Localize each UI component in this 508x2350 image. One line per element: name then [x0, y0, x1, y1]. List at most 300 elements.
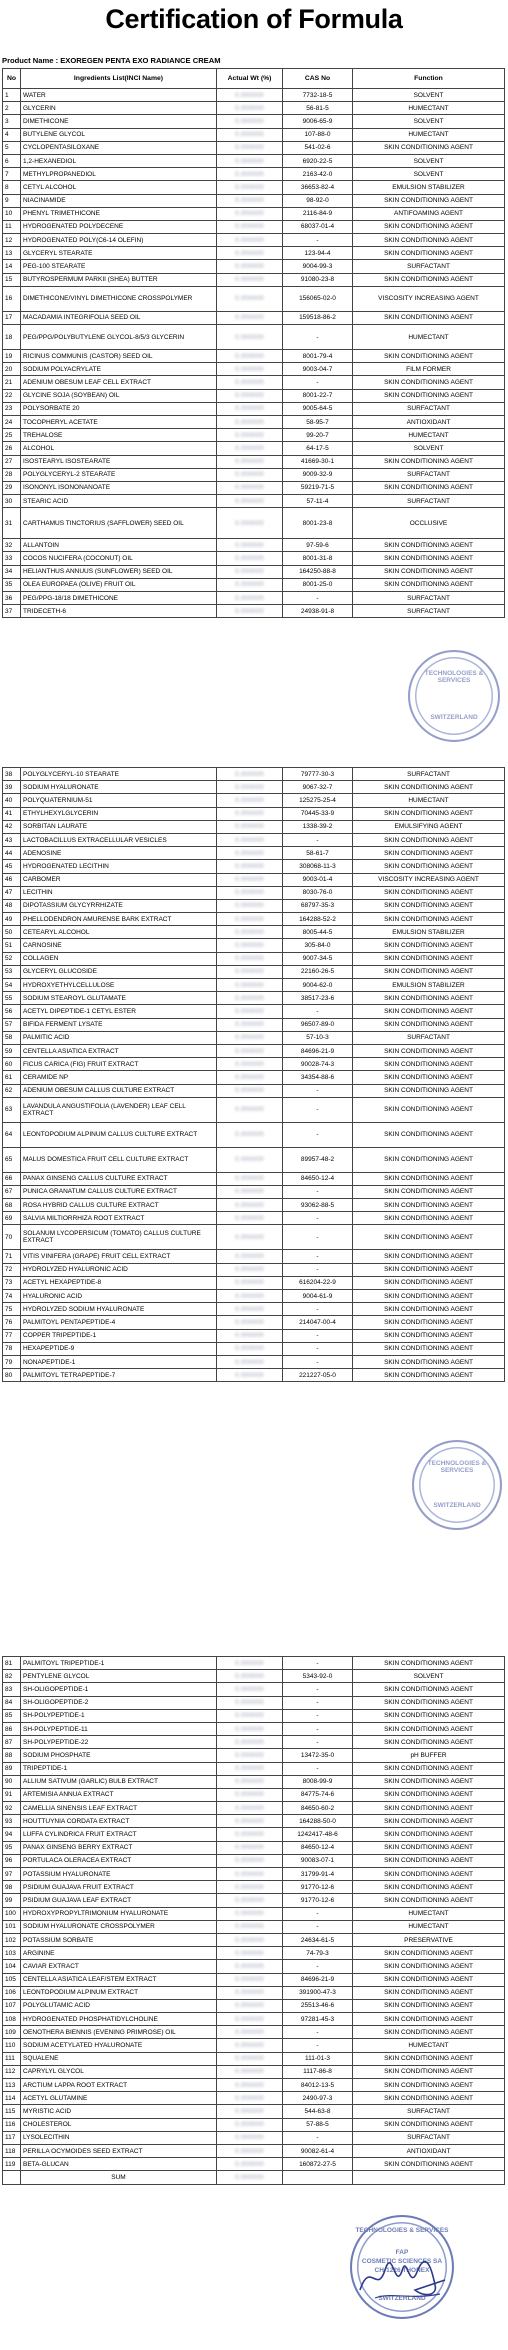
table-row	[3, 442, 505, 455]
masked-weight: 0.000000	[235, 1725, 264, 1733]
actual-wt	[217, 2065, 283, 2078]
cas-number: 97-59-6	[283, 539, 353, 552]
row-number: 96	[3, 1854, 21, 1867]
function: OCCLUSIVE	[353, 508, 505, 539]
actual-wt	[217, 979, 283, 992]
cas-number: 24938-91-8	[283, 605, 353, 618]
function: SKIN CONDITIONING AGENT	[353, 1276, 505, 1289]
formula-table-page-2	[2, 767, 505, 1382]
actual-wt	[217, 1802, 283, 1815]
ingredient-name: LEONTOPODIUM ALPINUM EXTRACT	[21, 1986, 217, 1999]
row-number: 7	[3, 168, 21, 181]
actual-wt	[217, 1303, 283, 1316]
table-row	[3, 565, 505, 578]
row-number: 34	[3, 565, 21, 578]
stamp-country-text: SWITZERLAND	[378, 2295, 426, 2302]
ingredient-name: SALVIA MILTIORRHIZA ROOT EXTRACT	[21, 1212, 217, 1225]
actual-wt	[217, 1683, 283, 1696]
function: SKIN CONDITIONING AGENT	[353, 194, 505, 207]
table-row	[3, 468, 505, 481]
table-row	[3, 102, 505, 115]
ingredient-name: GLYCERIN	[21, 102, 217, 115]
ingredient-name: COLLAGEN	[21, 952, 217, 965]
ingredient-name: LECITHIN	[21, 886, 217, 899]
row-number: 56	[3, 1005, 21, 1018]
ingredient-name: SH-POLYPEPTIDE-22	[21, 1736, 217, 1749]
masked-weight: 0.000000	[235, 1007, 264, 1015]
row-number: 45	[3, 860, 21, 873]
cas-number: 56-81-5	[283, 102, 353, 115]
actual-wt	[217, 273, 283, 286]
cas-number: -	[283, 833, 353, 846]
actual-wt	[217, 1933, 283, 1946]
table-row	[3, 2052, 505, 2065]
function: SKIN CONDITIONING AGENT	[353, 1044, 505, 1057]
function: SKIN CONDITIONING AGENT	[353, 311, 505, 324]
cas-number: 36653-82-4	[283, 181, 353, 194]
table-row	[3, 1947, 505, 1960]
ingredient-name: HYDROGENATED PHOSPHATIDYLCHOLINE	[21, 2013, 217, 2026]
row-number: 23	[3, 402, 21, 415]
cas-number: 2163-42-0	[283, 168, 353, 181]
actual-wt	[217, 1225, 283, 1250]
masked-weight: 0.000000	[235, 183, 264, 191]
table-row	[3, 1122, 505, 1147]
function: SKIN CONDITIONING AGENT	[353, 247, 505, 260]
masked-weight: 0.000000	[235, 836, 264, 844]
row-number: 43	[3, 833, 21, 846]
ingredient-name: SODIUM HYALURONATE	[21, 781, 217, 794]
row-number: 6	[3, 154, 21, 167]
masked-weight: 0.000000	[235, 210, 264, 218]
ingredient-name: SODIUM HYALURONATE CROSSPOLYMER	[21, 1920, 217, 1933]
ingredient-name: HYDROLYZED SODIUM HYALURONATE	[21, 1303, 217, 1316]
ingredient-name: CARTHAMUS TINCTORIUS (SAFFLOWER) SEED OIL	[21, 508, 217, 539]
cas-number: -	[283, 1097, 353, 1122]
cas-number: 57-11-4	[283, 495, 353, 508]
row-number: 75	[3, 1303, 21, 1316]
table-row	[3, 592, 505, 605]
function: SKIN CONDITIONING AGENT	[353, 1199, 505, 1212]
table-row	[3, 1841, 505, 1854]
row-number: 97	[3, 1868, 21, 1881]
actual-wt	[217, 260, 283, 273]
actual-wt	[217, 592, 283, 605]
row-number: 8	[3, 181, 21, 194]
cas-number: 164288-52-2	[283, 913, 353, 926]
stamp-company-text: TECHNOLOGIES & SERVICES	[427, 1460, 487, 1474]
actual-wt	[217, 952, 283, 965]
function: SURFACTANT	[353, 768, 505, 781]
actual-wt	[217, 389, 283, 402]
row-number: 111	[3, 2052, 21, 2065]
row-number: 83	[3, 1683, 21, 1696]
cas-number: 8030-76-0	[283, 886, 353, 899]
row-number: 76	[3, 1316, 21, 1329]
actual-wt	[217, 1172, 283, 1185]
function: SOLVENT	[353, 1670, 505, 1683]
function: SKIN CONDITIONING AGENT	[353, 1147, 505, 1172]
actual-wt	[217, 1071, 283, 1084]
actual-wt	[217, 1749, 283, 1762]
ingredient-name: LACTOBACILLUS EXTRACELLULAR VESICLES	[21, 833, 217, 846]
table-row	[3, 1058, 505, 1071]
cas-number: 125275-25-4	[283, 794, 353, 807]
ingredient-name: CETEARYL ALCOHOL	[21, 926, 217, 939]
table-row	[3, 939, 505, 952]
function: SKIN CONDITIONING AGENT	[353, 455, 505, 468]
row-number: 77	[3, 1329, 21, 1342]
function: SURFACTANT	[353, 605, 505, 618]
function: SURFACTANT	[353, 2131, 505, 2144]
table-row	[3, 1172, 505, 1185]
row-number: 61	[3, 1071, 21, 1084]
table-row	[3, 415, 505, 428]
cas-number: 8008-99-9	[283, 1775, 353, 1788]
row-number: 32	[3, 539, 21, 552]
actual-wt	[217, 363, 283, 376]
actual-wt	[217, 1084, 283, 1097]
actual-wt	[217, 1044, 283, 1057]
function: SKIN CONDITIONING AGENT	[353, 1722, 505, 1735]
row-number: 12	[3, 234, 21, 247]
row-number: 46	[3, 873, 21, 886]
ingredient-name: CHOLESTEROL	[21, 2118, 217, 2131]
table-row	[3, 1709, 505, 1722]
masked-weight: 0.000000	[235, 405, 264, 413]
masked-weight: 0.000000	[235, 444, 264, 452]
row-number: 9	[3, 194, 21, 207]
row-number: 87	[3, 1736, 21, 1749]
cas-number: 58-61-7	[283, 847, 353, 860]
masked-weight: 0.000000	[235, 378, 264, 386]
cas-number: 91770-12-6	[283, 1881, 353, 1894]
cas-number: -	[283, 592, 353, 605]
sum-value: 0.000000	[217, 2171, 283, 2184]
row-number: 103	[3, 1947, 21, 1960]
table-row	[3, 1960, 505, 1973]
masked-weight: 0.000000	[235, 471, 264, 479]
cas-number: 616204-22-9	[283, 1276, 353, 1289]
table-row	[3, 768, 505, 781]
cas-number: -	[283, 1657, 353, 1670]
cas-number: -	[283, 1722, 353, 1735]
table-row	[3, 1225, 505, 1250]
ingredient-name: HYDROLYZED HYALURONIC ACID	[21, 1263, 217, 1276]
table-row	[3, 168, 505, 181]
row-number: 29	[3, 481, 21, 494]
actual-wt	[217, 2026, 283, 2039]
cas-number: 99-20-7	[283, 429, 353, 442]
row-number: 19	[3, 350, 21, 363]
masked-weight: 0.000000	[235, 352, 264, 360]
function: SKIN CONDITIONING AGENT	[353, 952, 505, 965]
ingredient-name: VITIS VINIFERA (GRAPE) FRUIT CELL EXTRACT	[21, 1250, 217, 1263]
header-function: Function	[353, 69, 505, 89]
ingredient-name: POLYQUATERNIUM-51	[21, 794, 217, 807]
masked-weight: 0.000000	[235, 497, 264, 505]
function: SKIN CONDITIONING AGENT	[353, 1947, 505, 1960]
function: SKIN CONDITIONING AGENT	[353, 2079, 505, 2092]
actual-wt	[217, 1762, 283, 1775]
cas-number: -	[283, 1762, 353, 1775]
masked-weight: 0.000000	[235, 1034, 264, 1042]
actual-wt	[217, 873, 283, 886]
stamp-company-text: TECHNOLOGIES & SERVICES	[424, 670, 484, 684]
actual-wt	[217, 886, 283, 899]
ingredient-name: MALUS DOMESTICA FRUIT CELL CULTURE EXTRACT	[21, 1147, 217, 1172]
cas-number: 541-02-6	[283, 141, 353, 154]
masked-weight: 0.000000	[235, 1870, 264, 1878]
actual-wt	[217, 939, 283, 952]
row-number: 42	[3, 820, 21, 833]
row-number: 3	[3, 115, 21, 128]
cas-number: 84696-21-9	[283, 1044, 353, 1057]
function: SKIN CONDITIONING AGENT	[353, 1250, 505, 1263]
masked-weight: 0.000000	[235, 2134, 264, 2142]
masked-weight: 0.000000	[235, 1175, 264, 1183]
cas-number: 90028-74-3	[283, 1058, 353, 1071]
function: SKIN CONDITIONING AGENT	[353, 2118, 505, 2131]
ingredient-name: PEG/PPG-18/18 DIMETHICONE	[21, 592, 217, 605]
table-row	[3, 2079, 505, 2092]
cas-number: -	[283, 2026, 353, 2039]
table-row	[3, 952, 505, 965]
masked-weight: 0.000000	[235, 1073, 264, 1081]
cas-number: 9004-61-9	[283, 1290, 353, 1303]
table-row	[3, 115, 505, 128]
ingredient-name: POLYGLYCERYL-10 STEARATE	[21, 768, 217, 781]
ingredient-name: TREHALOSE	[21, 429, 217, 442]
ingredient-name: CETYL ALCOHOL	[21, 181, 217, 194]
company-stamp-1	[408, 650, 500, 742]
table-row	[3, 873, 505, 886]
table-row	[3, 1907, 505, 1920]
function: SKIN CONDITIONING AGENT	[353, 1815, 505, 1828]
table-row	[3, 552, 505, 565]
cas-number: 164250-88-8	[283, 565, 353, 578]
table-row	[3, 2026, 505, 2039]
table-row	[3, 2158, 505, 2171]
row-number: 114	[3, 2092, 21, 2105]
ingredient-name: CAVIAR EXTRACT	[21, 1960, 217, 1973]
function: SKIN CONDITIONING AGENT	[353, 1841, 505, 1854]
cas-number: 107-88-0	[283, 128, 353, 141]
masked-weight: 0.000000	[235, 1021, 264, 1029]
actual-wt	[217, 1999, 283, 2012]
function: SURFACTANT	[353, 1031, 505, 1044]
ingredient-name: POLYSORBATE 20	[21, 402, 217, 415]
masked-weight: 0.000000	[235, 2028, 264, 2036]
masked-weight: 0.000000	[235, 849, 264, 857]
function: SKIN CONDITIONING AGENT	[353, 1775, 505, 1788]
actual-wt	[217, 1212, 283, 1225]
cas-number: -	[283, 1920, 353, 1933]
table-row	[3, 1828, 505, 1841]
actual-wt	[217, 234, 283, 247]
row-number: 86	[3, 1722, 21, 1735]
cas-number: 391900-47-3	[283, 1986, 353, 1999]
function: ANTIFOAMING AGENT	[353, 207, 505, 220]
header-no: No	[3, 69, 21, 89]
row-number: 40	[3, 794, 21, 807]
row-number: 104	[3, 1960, 21, 1973]
actual-wt	[217, 2131, 283, 2144]
function: SKIN CONDITIONING AGENT	[353, 1172, 505, 1185]
actual-wt	[217, 1960, 283, 1973]
table-row	[3, 1881, 505, 1894]
table-row	[3, 1185, 505, 1198]
actual-wt	[217, 429, 283, 442]
cas-number: -	[283, 1709, 353, 1722]
cas-number: 8005-44-5	[283, 926, 353, 939]
masked-weight: 0.000000	[235, 263, 264, 271]
cas-number: -	[283, 2131, 353, 2144]
cas-number: 96507-89-0	[283, 1018, 353, 1031]
function: SKIN CONDITIONING AGENT	[353, 1018, 505, 1031]
actual-wt	[217, 102, 283, 115]
function: SKIN CONDITIONING AGENT	[353, 2158, 505, 2171]
table-row	[3, 2118, 505, 2131]
company-stamp-2	[412, 1440, 502, 1530]
function: HUMECTANT	[353, 102, 505, 115]
table-row	[3, 1868, 505, 1881]
function: HUMECTANT	[353, 429, 505, 442]
cas-number: 8001-22-7	[283, 389, 353, 402]
row-number: 60	[3, 1058, 21, 1071]
function: SKIN CONDITIONING AGENT	[353, 1303, 505, 1316]
masked-weight: 0.000000	[235, 1817, 264, 1825]
row-number: 62	[3, 1084, 21, 1097]
masked-weight: 0.000000	[235, 902, 264, 910]
table-row	[3, 965, 505, 978]
table-row	[3, 128, 505, 141]
actual-wt	[217, 913, 283, 926]
row-number: 74	[3, 1290, 21, 1303]
function: SKIN CONDITIONING AGENT	[353, 807, 505, 820]
actual-wt	[217, 1986, 283, 1999]
masked-weight: 0.000000	[235, 1156, 264, 1164]
row-number: 27	[3, 455, 21, 468]
table-row	[3, 389, 505, 402]
row-number: 58	[3, 1031, 21, 1044]
masked-weight: 0.000000	[235, 810, 264, 818]
cas-number: 84650-12-4	[283, 1172, 353, 1185]
cas-number: 7732-18-5	[283, 89, 353, 102]
actual-wt	[217, 794, 283, 807]
actual-wt	[217, 495, 283, 508]
ingredient-name: NONAPEPTIDE-1	[21, 1355, 217, 1368]
ingredient-name: ALLIUM SATIVUM (GARLIC) BULB EXTRACT	[21, 1775, 217, 1788]
masked-weight: 0.000000	[235, 1976, 264, 1984]
cas-number: 70445-33-9	[283, 807, 353, 820]
table-row	[3, 913, 505, 926]
masked-weight: 0.000000	[235, 796, 264, 804]
actual-wt	[217, 605, 283, 618]
ingredient-name: SQUALENE	[21, 2052, 217, 2065]
header-cas: CAS No	[283, 69, 353, 89]
row-number: 95	[3, 1841, 21, 1854]
table-row	[3, 2144, 505, 2157]
masked-weight: 0.000000	[235, 942, 264, 950]
ingredient-name: SODIUM POLYACRYLATE	[21, 363, 217, 376]
cas-number: -	[283, 2039, 353, 2052]
masked-weight: 0.000000	[235, 2121, 264, 2129]
masked-weight: 0.000000	[235, 519, 264, 527]
row-number: 33	[3, 552, 21, 565]
ingredient-name: PANAX GINSENG BERRY EXTRACT	[21, 1841, 217, 1854]
row-number: 79	[3, 1355, 21, 1368]
cas-number: 84775-74-6	[283, 1788, 353, 1801]
table-row	[3, 886, 505, 899]
row-number: 101	[3, 1920, 21, 1933]
cas-number: 159518-86-2	[283, 311, 353, 324]
ingredient-name: STEARIC ACID	[21, 495, 217, 508]
cas-number: 25513-46-6	[283, 1999, 353, 2012]
masked-weight: 0.000000	[235, 2081, 264, 2089]
table-row	[3, 926, 505, 939]
table-row	[3, 234, 505, 247]
row-number: 81	[3, 1657, 21, 1670]
row-number: 25	[3, 429, 21, 442]
cas-number: 221227-05-0	[283, 1369, 353, 1382]
ingredient-name: ALCOHOL	[21, 442, 217, 455]
row-number: 91	[3, 1788, 21, 1801]
actual-wt	[217, 847, 283, 860]
ingredient-name: ACETYL GLUTAMINE	[21, 2092, 217, 2105]
function: SOLVENT	[353, 168, 505, 181]
masked-weight: 0.000000	[235, 1279, 264, 1287]
masked-weight: 0.000000	[235, 1857, 264, 1865]
row-number: 89	[3, 1762, 21, 1775]
function: SKIN CONDITIONING AGENT	[353, 2013, 505, 2026]
masked-weight: 0.000000	[235, 889, 264, 897]
ingredient-name: HOUTTUYNIA CORDATA EXTRACT	[21, 1815, 217, 1828]
ingredient-name: ACETYL HEXAPEPTIDE-8	[21, 1276, 217, 1289]
table-row	[3, 1788, 505, 1801]
ingredient-name: ARTEMISIA ANNUA EXTRACT	[21, 1788, 217, 1801]
function: HUMECTANT	[353, 2039, 505, 2052]
masked-weight: 0.000000	[235, 1672, 264, 1680]
row-number: 17	[3, 311, 21, 324]
function: SURFACTANT	[353, 592, 505, 605]
actual-wt	[217, 247, 283, 260]
cas-number: 2116-84-9	[283, 207, 353, 220]
table-row	[3, 899, 505, 912]
actual-wt	[217, 376, 283, 389]
actual-wt	[217, 207, 283, 220]
table-row	[3, 1736, 505, 1749]
cas-number: -	[283, 1736, 353, 1749]
table-row	[3, 220, 505, 233]
ingredient-name: DIMETHICONE	[21, 115, 217, 128]
function: HUMECTANT	[353, 1920, 505, 1933]
function: SKIN CONDITIONING AGENT	[353, 1802, 505, 1815]
row-number: 18	[3, 325, 21, 350]
function: SKIN CONDITIONING AGENT	[353, 1263, 505, 1276]
actual-wt	[217, 1841, 283, 1854]
row-number: 14	[3, 260, 21, 273]
row-number: 53	[3, 965, 21, 978]
row-number: 28	[3, 468, 21, 481]
masked-weight: 0.000000	[235, 594, 264, 602]
table-row	[3, 325, 505, 350]
table-row	[3, 1683, 505, 1696]
actual-wt	[217, 807, 283, 820]
table-row	[3, 1973, 505, 1986]
row-number: 16	[3, 286, 21, 311]
masked-weight: 0.000000	[235, 915, 264, 923]
